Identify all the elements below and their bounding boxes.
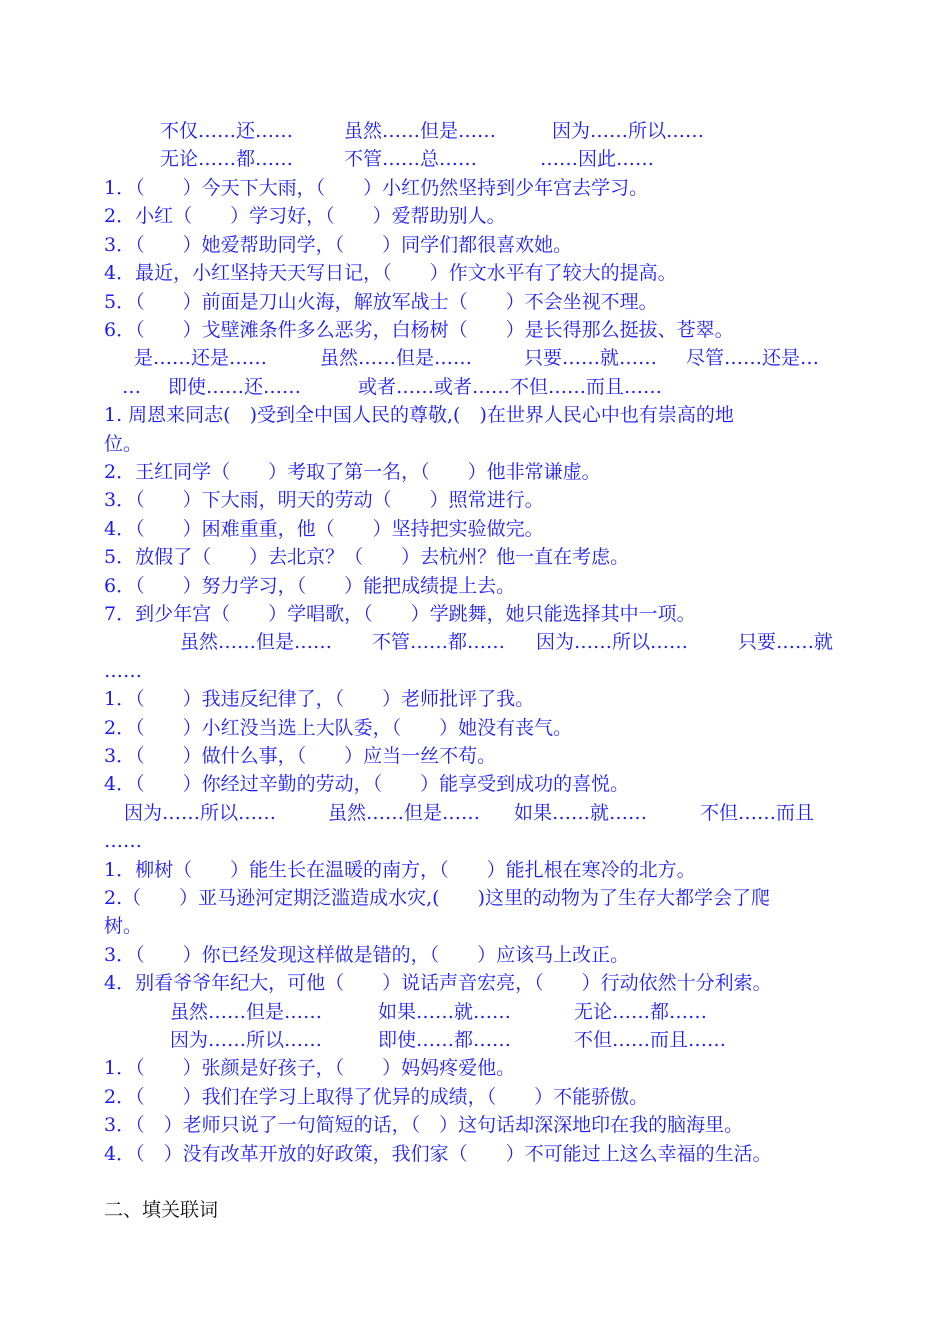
- question-line: 位。: [104, 433, 143, 455]
- question-line: 4．别看爷爷年纪大，可他（ ）说话声音宏亮，（ ）行动依然十分利索。: [104, 972, 772, 994]
- question-line: 7．到少年宫（ ）学唱歌，（ ）学跳舞，她只能选择其中一项。: [104, 603, 696, 625]
- question-line: 5．（ ）前面是刀山火海，解放军战士（ ）不会坐视不理。: [104, 291, 658, 313]
- question-line: 2．小红（ ）学习好，（ ）爱帮助别人。: [104, 205, 506, 227]
- option: 尽管……还是…: [686, 347, 820, 369]
- option: 因为……所以……: [536, 631, 689, 653]
- option: 不但……而且: [700, 802, 815, 824]
- question-line: 3．（ ）老师只说了一句简短的话，（ ）这句话却深深地印在我的脑海里。: [104, 1114, 744, 1136]
- option: 是……还是……: [134, 347, 268, 369]
- question-line: 1．（ ）张颜是好孩子，（ ）妈妈疼爱他。: [104, 1057, 516, 1079]
- question-line: 4．最近，小红坚持天天写日记，（ ）作文水平有了较大的提高。: [104, 262, 677, 284]
- group-4-options-row-2: [104, 827, 850, 855]
- group-1-options-row-2: [104, 145, 850, 173]
- question-line: 4．（ ）你经过辛勤的劳动，（ ）能享受到成功的喜悦。: [104, 773, 630, 795]
- question-line: 6．（ ）努力学习，（ ）能把成绩提上去。: [104, 575, 516, 597]
- option: 虽然……但是……: [320, 347, 473, 369]
- question-line: 2．王红同学（ ）考取了第一名，（ ）他非常谦虚。: [104, 461, 601, 483]
- option: 虽然……但是……: [170, 1001, 323, 1023]
- option: …: [122, 376, 141, 398]
- option: ……因此……: [540, 148, 655, 170]
- option: 无论……都……: [574, 1001, 708, 1023]
- question-line: 2.（ ）亚马逊河定期泛滥造成水灾,( )这里的动物为了生存大都学会了爬: [104, 887, 770, 909]
- group-5-options-row-2: [104, 1026, 850, 1054]
- question-line: 5．放假了（ ）去北京？（ ）去杭州？他一直在考虑。: [104, 546, 630, 568]
- group-3-options-row-2: [104, 657, 850, 685]
- group-4-options-row-1: [104, 799, 850, 827]
- option: 因为……所以……: [170, 1029, 323, 1051]
- option: 不管……总……: [344, 148, 478, 170]
- group-5-options-row-1: [104, 998, 850, 1026]
- option: 如果……就……: [378, 1001, 512, 1023]
- option: 如果……就……: [514, 802, 648, 824]
- option: 虽然……但是……: [328, 802, 481, 824]
- option: 只要……就……: [524, 347, 658, 369]
- option: 只要……就: [738, 631, 834, 653]
- question-line: 3．（ ）做什么事，（ ）应当一丝不苟。: [104, 745, 497, 767]
- question-line: 3．（ ）你已经发现这样做是错的，（ ）应该马上改正。: [104, 944, 630, 966]
- option: 因为……所以……: [124, 802, 277, 824]
- question-line: 1．（ ）我违反纪律了，（ ）老师批评了我。: [104, 688, 535, 710]
- question-line: 4．（ ）没有改革开放的好政策，我们家（ ）不可能过上这么幸福的生活。: [104, 1143, 772, 1165]
- question-line: 3．（ ）下大雨，明天的劳动（ ）照常进行。: [104, 489, 544, 511]
- option: ……: [104, 660, 142, 682]
- option: 即使……还……: [168, 376, 302, 398]
- question-line: 3．（ ）她爱帮助同学，（ ）同学们都很喜欢她。: [104, 234, 573, 256]
- question-line: 4．（ ）困难重重，他（ ）坚持把实验做完。: [104, 518, 544, 540]
- group-2-options-row-1: [104, 344, 850, 372]
- question-line: 1．柳树（ ）能生长在温暖的南方，（ ）能扎根在寒冷的北方。: [104, 859, 696, 881]
- option: 不仅……还……: [160, 120, 294, 142]
- option: 无论……都……: [160, 148, 294, 170]
- group-1-options-row-1: [104, 117, 850, 145]
- group-2-options-row-2: [104, 373, 850, 401]
- option: ……: [104, 830, 142, 852]
- question-line: 2．（ ）我们在学习上取得了优异的成绩，（ ）不能骄傲。: [104, 1086, 649, 1108]
- group-3-options-row-1: [104, 628, 850, 656]
- option: 虽然……但是……: [344, 120, 497, 142]
- option: 不管……都……: [372, 631, 506, 653]
- option: 即使……都……: [378, 1029, 512, 1051]
- option: 或者……或者……不但……而且……: [358, 376, 663, 398]
- question-line: 6．（ ）戈壁滩条件多么恶劣，白杨树（ ）是长得那么挺拔、苍翠。: [104, 319, 734, 341]
- question-line: 2．（ ）小红没当选上大队委，（ ）她没有丧气。: [104, 717, 573, 739]
- question-line: 1．（ ）今天下大雨，（ ）小红仍然坚持到少年宫去学习。: [104, 177, 649, 199]
- section-title: 二、填关联词: [104, 1199, 219, 1221]
- question-line: 树。: [104, 915, 143, 937]
- option: 不但……而且……: [574, 1029, 727, 1051]
- question-line: 1. 周恩来同志( )受到全中国人民的尊敬,( )在世界人民心中也有崇高的地: [104, 404, 734, 426]
- option: 因为……所以……: [552, 120, 705, 142]
- option: 虽然……但是……: [180, 631, 333, 653]
